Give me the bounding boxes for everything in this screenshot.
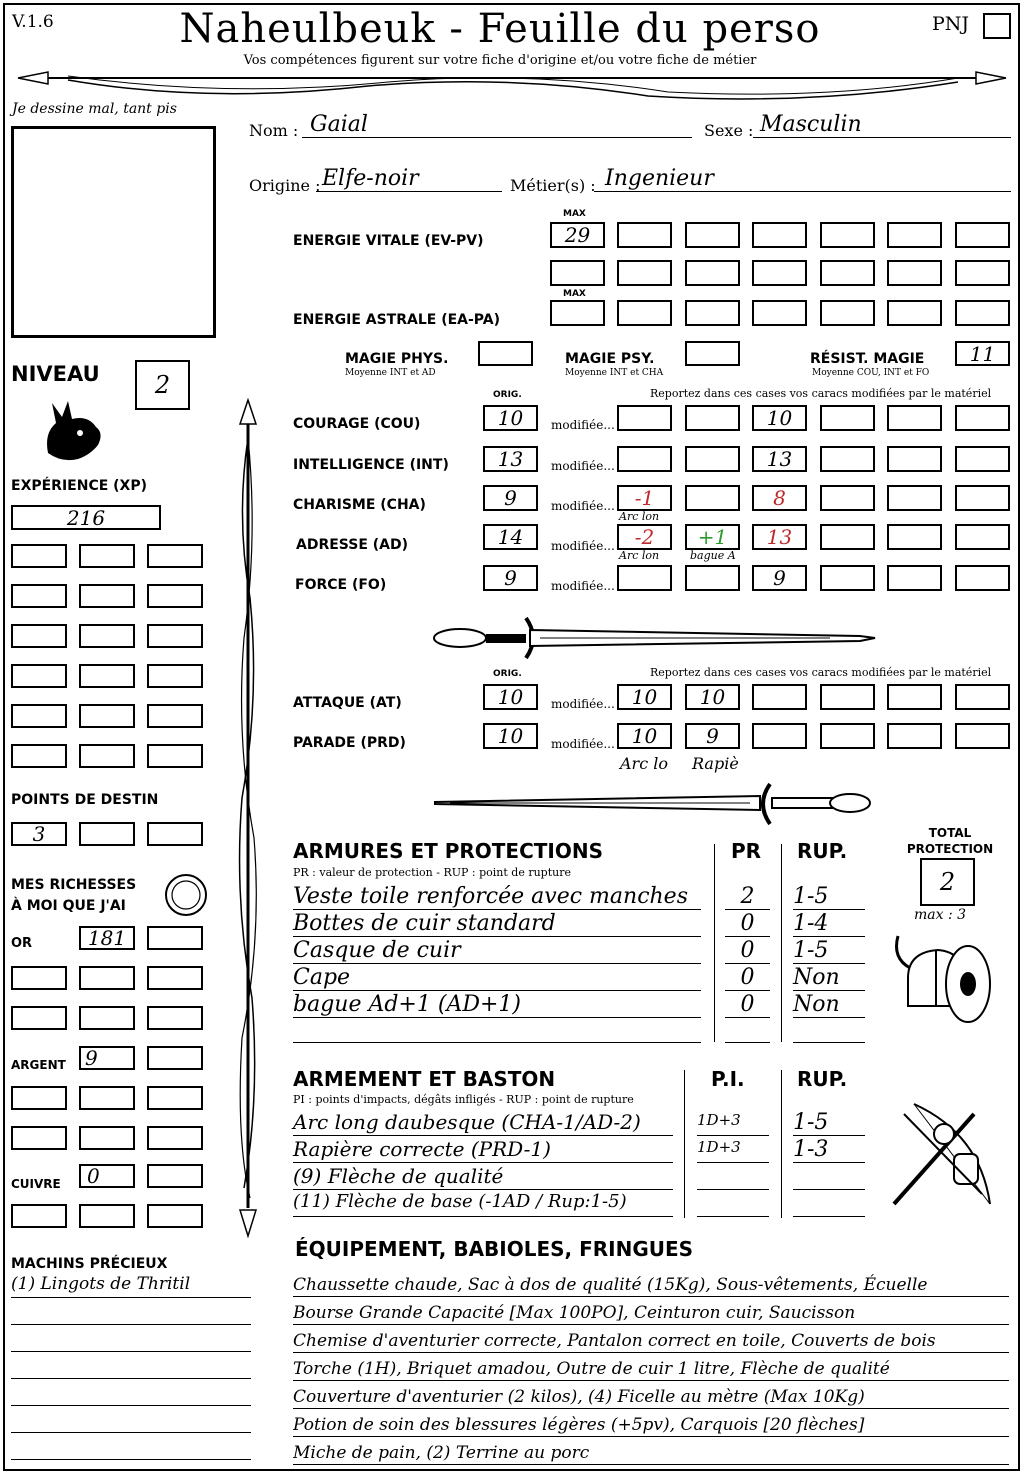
stat-orig-box[interactable]: 13 <box>483 446 538 472</box>
stat-mod-box[interactable] <box>887 405 942 431</box>
stat-mod-box[interactable] <box>685 405 740 431</box>
stat-mod-box[interactable] <box>820 485 875 511</box>
metier-value: Ingenieur <box>605 166 714 191</box>
weapon-pi-line[interactable]: 1D+3 <box>697 1110 769 1136</box>
weapon-rup-line[interactable] <box>793 1164 865 1190</box>
xp-extra-box[interactable] <box>147 544 203 568</box>
stat-orig-box[interactable]: 10 <box>483 405 538 431</box>
sheet-title: Naheulbeuk - Feuille du perso <box>179 6 821 52</box>
total-protection-max: max : 3 <box>914 907 967 923</box>
magie-phys-box[interactable] <box>478 341 533 366</box>
combat-label: PARADE (PRD) <box>293 735 406 751</box>
stat-mod-box[interactable]: 9 <box>752 565 807 591</box>
ea-box[interactable] <box>887 300 942 326</box>
niveau-box[interactable]: 2 <box>135 360 190 410</box>
weapon-name-line[interactable]: Rapière correcte (PRD-1) <box>293 1137 673 1163</box>
equipment-title: ÉQUIPEMENT, BABIOLES, FRINGUES <box>295 1237 694 1261</box>
weapon-rup-line[interactable]: 1-3 <box>793 1137 865 1163</box>
stat-mod-box[interactable] <box>887 524 942 550</box>
combat-mod-box[interactable] <box>955 684 1010 710</box>
ea-max-label: MAX <box>563 289 586 299</box>
machin-line[interactable] <box>11 1436 251 1460</box>
ev-box[interactable] <box>887 222 942 248</box>
coin-icon <box>163 872 209 918</box>
argent-box[interactable] <box>11 1086 67 1110</box>
modif-label: modifiée... <box>551 579 615 593</box>
combat-note: Rapiè <box>692 754 739 773</box>
xp-extra-box[interactable] <box>79 544 135 568</box>
xp-box[interactable]: 216 <box>11 505 161 530</box>
ev-box[interactable] <box>752 260 807 286</box>
equipment-line[interactable]: Torche (1H), Briquet amadou, Outre de cuir 1 litre, Flèche de qualité <box>293 1354 1009 1381</box>
armor-name-line[interactable]: bague Ad+1 (AD+1) <box>293 992 701 1018</box>
stat-mod-box[interactable] <box>955 446 1010 472</box>
combat-mod-box[interactable]: 10 <box>617 684 672 710</box>
or-box[interactable] <box>147 1006 203 1030</box>
xp-extra-box[interactable] <box>147 624 203 648</box>
stat-mod-box[interactable]: 13 <box>752 524 807 550</box>
xp-extra-box[interactable] <box>11 544 67 568</box>
stat-mod-box[interactable] <box>820 405 875 431</box>
argent-box[interactable] <box>147 1086 203 1110</box>
ea-max-box[interactable] <box>550 300 605 326</box>
armor-name-line[interactable]: Veste toile renforcée avec manches <box>293 884 701 910</box>
equipment-line[interactable]: Miche de pain, (2) Terrine au porc <box>293 1438 1009 1465</box>
ev-box[interactable] <box>955 222 1010 248</box>
ev-box[interactable] <box>820 222 875 248</box>
or-box[interactable] <box>11 966 67 990</box>
xp-extra-box[interactable] <box>11 664 67 688</box>
total-protection-box[interactable]: 2 <box>920 858 975 906</box>
combat-label: ATTAQUE (AT) <box>293 695 402 711</box>
xp-extra-box[interactable] <box>11 584 67 608</box>
modif-label: modifiée... <box>551 499 615 513</box>
weapon-pi-line[interactable]: 1D+3 <box>697 1137 769 1163</box>
or-box[interactable] <box>79 1006 135 1030</box>
machin-line[interactable] <box>11 1409 251 1433</box>
nom-value: Gaial <box>310 112 368 137</box>
armor-name-line[interactable]: Cape <box>293 965 701 991</box>
sexe-value: Masculin <box>760 112 862 137</box>
combat-mod-box[interactable] <box>955 723 1010 749</box>
stat-mod-box[interactable] <box>820 565 875 591</box>
sexe-label: Sexe : <box>704 121 754 140</box>
spear-icon <box>228 398 268 1238</box>
stat-mod-box[interactable] <box>887 485 942 511</box>
xp-extra-box[interactable] <box>79 624 135 648</box>
machin-line[interactable] <box>11 1328 251 1352</box>
ev-box[interactable] <box>752 222 807 248</box>
cuivre-box[interactable] <box>147 1204 203 1228</box>
combat-orig-box[interactable]: 10 <box>483 684 538 710</box>
stat-label: FORCE (FO) <box>295 577 387 593</box>
combat-orig-box[interactable]: 10 <box>483 723 538 749</box>
stat-label: CHARISME (CHA) <box>293 497 426 513</box>
pnj-checkbox[interactable] <box>983 13 1011 39</box>
weapon-name-line[interactable]: (11) Flèche de base (-1AD / Rup:1-5) <box>293 1191 673 1217</box>
combat-mod-box[interactable] <box>820 684 875 710</box>
equipment-line[interactable]: Couverture d'aventurier (2 kilos), (4) Ficelle au mètre (Max 10Kg) <box>293 1382 1009 1409</box>
modif-label: modifiée... <box>551 418 615 432</box>
magie-psy-sub: Moyenne INT et CHA <box>565 368 664 378</box>
armor-pr-line[interactable]: 0 <box>725 911 770 937</box>
weapons-rup-label: RUP. <box>797 1067 848 1091</box>
stat-mod-box[interactable] <box>955 565 1010 591</box>
weapons-divider <box>781 1070 782 1218</box>
ev-box[interactable] <box>955 260 1010 286</box>
ev-box[interactable] <box>617 222 672 248</box>
equipment-line[interactable]: Chaussette chaude, Sac à dos de qualité (15Kg), Sous-vêtements, Écuelle <box>293 1270 1009 1297</box>
weapon-rup-line[interactable] <box>793 1191 865 1217</box>
orig-label: ORIG. <box>493 390 522 400</box>
stat-mod-box[interactable]: -2 <box>617 524 672 550</box>
cuivre-box[interactable] <box>11 1204 67 1228</box>
or-box[interactable] <box>11 1006 67 1030</box>
combat-mod-box[interactable]: 10 <box>617 723 672 749</box>
combat-mod-box[interactable] <box>820 723 875 749</box>
weapon-name-line[interactable]: Arc long daubesque (CHA-1/AD-2) <box>293 1110 673 1136</box>
argent-box[interactable] <box>79 1086 135 1110</box>
or-box[interactable] <box>147 926 203 950</box>
ev-label: ENERGIE VITALE (EV-PV) <box>293 233 484 249</box>
stat-mod-box[interactable] <box>887 446 942 472</box>
armor-rup-line[interactable]: 1-5 <box>793 938 865 964</box>
armor-pr-label: PR <box>731 839 762 863</box>
armor-name-line[interactable] <box>293 1019 701 1043</box>
stat-note: Arc lon <box>619 549 660 562</box>
armor-pr-line[interactable]: 0 <box>725 965 770 991</box>
destin-box[interactable]: 3 <box>11 822 67 846</box>
or-box[interactable] <box>147 966 203 990</box>
ea-box[interactable] <box>617 300 672 326</box>
combat-mod-box[interactable] <box>887 723 942 749</box>
ev-max-box[interactable]: 29 <box>550 222 605 248</box>
stat-mod-box[interactable] <box>685 446 740 472</box>
richesses-label-1: MES RICHESSES <box>11 877 137 893</box>
stat-mod-box[interactable] <box>820 446 875 472</box>
machin-line[interactable]: (1) Lingots de Thritil <box>11 1274 251 1298</box>
combat-mod-box[interactable] <box>752 723 807 749</box>
equipment-line[interactable]: Bourse Grande Capacité [Max 100PO], Ceinturon cuir, Saucisson <box>293 1298 1009 1325</box>
cuivre-box[interactable] <box>147 1164 203 1188</box>
argent-box[interactable] <box>79 1126 135 1150</box>
xp-extra-box[interactable] <box>79 664 135 688</box>
ev-box[interactable] <box>617 260 672 286</box>
origine-value: Elfe-noir <box>322 166 419 191</box>
niveau-label: NIVEAU <box>11 362 100 386</box>
pnj-label: PNJ <box>932 13 970 35</box>
modif-label: modifiée... <box>551 697 615 711</box>
armor-rup-line[interactable]: 1-4 <box>793 911 865 937</box>
stat-orig-box[interactable]: 9 <box>483 565 538 591</box>
modif-label: modifiée... <box>551 459 615 473</box>
origine-label: Origine : <box>249 176 321 195</box>
ea-box[interactable] <box>955 300 1010 326</box>
stat-orig-box[interactable]: 9 <box>483 485 538 511</box>
stat-label: COURAGE (COU) <box>293 416 421 432</box>
argent-box[interactable] <box>11 1126 67 1150</box>
weapon-pi-line[interactable] <box>697 1164 769 1190</box>
ev-box[interactable] <box>685 222 740 248</box>
combat-mod-box[interactable]: 9 <box>685 723 740 749</box>
combat-report-note: Reportez dans ces cases vos caracs modifiées par le matériel <box>650 666 992 679</box>
combat-mod-box[interactable] <box>887 684 942 710</box>
combat-mod-box[interactable] <box>752 684 807 710</box>
weapons-pi-label: P.I. <box>711 1067 745 1091</box>
stat-mod-box[interactable]: +1 <box>685 524 740 550</box>
weapon-name-line[interactable]: (9) Flèche de qualité <box>293 1164 673 1190</box>
armor-rup-line[interactable]: Non <box>793 992 865 1018</box>
portrait-caption: Je dessine mal, tant pis <box>12 101 177 117</box>
armor-pr-line[interactable]: 2 <box>725 884 770 910</box>
destin-label: POINTS DE DESTIN <box>11 792 159 808</box>
or-label: OR <box>11 936 33 951</box>
argent-box[interactable] <box>147 1126 203 1150</box>
weapons-sub: PI : points d'impacts, dégâts infligés - RUP : point de rupture <box>293 1093 634 1106</box>
xp-extra-box[interactable] <box>11 744 67 768</box>
cuivre-box[interactable]: 0 <box>79 1164 135 1188</box>
stat-mod-box[interactable] <box>955 524 1010 550</box>
metier-label: Métier(s) : <box>510 176 596 195</box>
stat-mod-box[interactable]: 10 <box>752 405 807 431</box>
armor-sub: PR : valeur de protection - RUP : point de rupture <box>293 866 571 879</box>
ea-box[interactable] <box>820 300 875 326</box>
stat-mod-box[interactable]: 8 <box>752 485 807 511</box>
weapons-divider <box>684 1070 685 1218</box>
weapons-title: ARMEMENT ET BASTON <box>293 1067 556 1091</box>
armor-pr-line[interactable]: 0 <box>725 938 770 964</box>
ev-box[interactable] <box>550 260 605 286</box>
resist-magie-sub: Moyenne COU, INT et FO <box>812 368 930 378</box>
cuivre-box[interactable] <box>79 1204 135 1228</box>
magie-psy-box[interactable] <box>685 341 740 366</box>
resist-magie-label: RÉSIST. MAGIE <box>810 351 925 367</box>
richesses-label-2: À MOI QUE J'AI <box>11 898 126 914</box>
stat-mod-box[interactable] <box>955 405 1010 431</box>
destin-box[interactable] <box>79 822 135 846</box>
combat-orig-label: ORIG. <box>493 669 522 679</box>
weapon-rup-line[interactable]: 1-5 <box>793 1110 865 1136</box>
armor-divider <box>781 844 782 1042</box>
xp-extra-box[interactable] <box>147 664 203 688</box>
xp-extra-box[interactable] <box>147 744 203 768</box>
sword-icon <box>430 780 880 826</box>
ev-box[interactable] <box>685 260 740 286</box>
machin-line[interactable] <box>11 1301 251 1325</box>
or-box[interactable] <box>79 966 135 990</box>
ev-box[interactable] <box>887 260 942 286</box>
stat-mod-box[interactable] <box>685 565 740 591</box>
machin-line[interactable] <box>11 1382 251 1406</box>
equipment-line[interactable]: Chemise d'aventurier correcte, Pantalon correct en toile, Couverts de bois <box>293 1326 1009 1353</box>
stat-mod-box[interactable] <box>887 565 942 591</box>
stat-mod-box[interactable] <box>617 565 672 591</box>
cuivre-label: CUIVRE <box>11 1177 61 1191</box>
version-label: V.1.6 <box>12 12 54 32</box>
weapon-pi-line[interactable] <box>697 1191 769 1217</box>
ea-box[interactable] <box>685 300 740 326</box>
xp-extra-box[interactable] <box>147 704 203 728</box>
stat-orig-box[interactable]: 14 <box>483 524 538 550</box>
xp-extra-box[interactable] <box>147 584 203 608</box>
argent-label: ARGENT <box>11 1058 66 1072</box>
ev-max-label: MAX <box>563 209 586 219</box>
stat-label: INTELLIGENCE (INT) <box>293 457 449 473</box>
destin-box[interactable] <box>147 822 203 846</box>
helmet-shield-icon <box>888 928 998 1028</box>
modif-label: modifiée... <box>551 737 615 751</box>
armor-pr-line[interactable]: 0 <box>725 992 770 1018</box>
equipment-line[interactable]: Potion de soin des blessures légères (+5pv), Carquois [20 flèches] <box>293 1410 1009 1437</box>
armor-pr-line[interactable] <box>725 1019 770 1043</box>
xp-label: EXPÉRIENCE (XP) <box>11 478 148 494</box>
xp-extra-box[interactable] <box>11 704 67 728</box>
argent-box[interactable]: 9 <box>79 1046 135 1070</box>
sword-icon <box>430 614 880 660</box>
argent-box[interactable] <box>147 1046 203 1070</box>
total-protection-label-1: TOTAL <box>928 826 972 840</box>
portrait-box[interactable] <box>11 126 216 338</box>
armor-rup-line[interactable] <box>793 1019 865 1043</box>
stat-mod-box[interactable] <box>617 405 672 431</box>
sheet-subtitle: Vos compétences figurent sur votre fiche d'origine et/ou votre fiche de métier <box>243 53 757 68</box>
armor-name-line[interactable]: Bottes de cuir standard <box>293 911 701 937</box>
modif-label: modifiée... <box>551 539 615 553</box>
stat-mod-box[interactable]: -1 <box>617 485 672 511</box>
report-note: Reportez dans ces cases vos caracs modifiées par le matériel <box>650 387 992 400</box>
magie-psy-label: MAGIE PSY. <box>565 351 655 367</box>
stat-mod-box[interactable]: 13 <box>752 446 807 472</box>
ea-label: ENERGIE ASTRALE (EA-PA) <box>293 312 501 328</box>
spear-divider-icon <box>8 66 1016 106</box>
or-box[interactable]: 181 <box>79 926 135 950</box>
nom-label: Nom : <box>249 121 299 140</box>
combat-mod-box[interactable]: 10 <box>685 684 740 710</box>
total-protection-label-2: PROTECTION <box>906 842 994 856</box>
magie-phys-sub: Moyenne INT et AD <box>345 368 436 378</box>
stat-mod-box[interactable] <box>820 524 875 550</box>
armor-divider <box>714 844 715 1042</box>
stat-note: bague A <box>690 549 736 562</box>
ev-box[interactable] <box>820 260 875 286</box>
dragon-icon <box>38 393 108 465</box>
armor-rup-label: RUP. <box>797 839 848 863</box>
armor-rup-line[interactable]: Non <box>793 965 865 991</box>
xp-extra-box[interactable] <box>79 744 135 768</box>
xp-extra-box[interactable] <box>11 624 67 648</box>
stat-mod-box[interactable] <box>617 446 672 472</box>
machin-line[interactable] <box>11 1355 251 1379</box>
stat-note: Arc lon <box>619 510 660 523</box>
xp-extra-box[interactable] <box>79 584 135 608</box>
xp-extra-box[interactable] <box>79 704 135 728</box>
stat-mod-box[interactable] <box>955 485 1010 511</box>
armor-rup-line[interactable]: 1-5 <box>793 884 865 910</box>
ea-box[interactable] <box>752 300 807 326</box>
stat-label: ADRESSE (AD) <box>296 537 409 553</box>
magie-phys-label: MAGIE PHYS. <box>345 351 449 367</box>
armor-name-line[interactable]: Casque de cuir <box>293 938 701 964</box>
machins-label: MACHINS PRÉCIEUX <box>11 1256 168 1272</box>
resist-magie-box[interactable]: 11 <box>955 341 1010 366</box>
weapons-icon <box>884 1094 1004 1218</box>
stat-mod-box[interactable] <box>685 485 740 511</box>
combat-note: Arc lo <box>620 754 668 773</box>
armor-title: ARMURES ET PROTECTIONS <box>293 839 603 863</box>
